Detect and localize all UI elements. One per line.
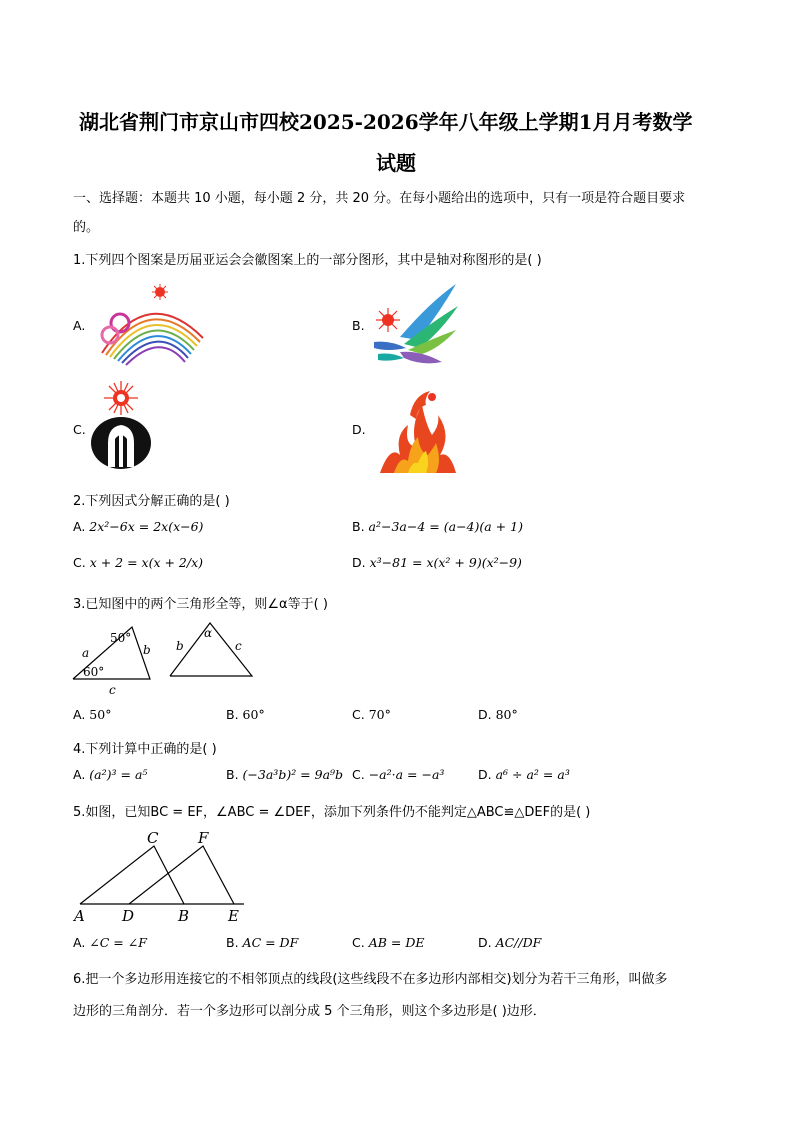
q3-label-50: 50°	[110, 631, 132, 645]
q2-option-d	[352, 555, 522, 570]
q1-option-d-label: D.	[352, 422, 366, 437]
q3-label-60: 60°	[83, 665, 105, 679]
q2-option-b-label: B.	[352, 519, 365, 534]
q3-label-b1: b	[143, 643, 151, 657]
q2-option-b-text: a²−3a−4 = (a−4)(a + 1)	[368, 519, 523, 534]
q3-option-a	[73, 707, 111, 722]
section-header: 一、选择题：本题共 10 小题，每小题 2 分，共 20 分。在每小题给出的选项中，只有一项是符合题目要求	[73, 191, 686, 206]
q2-option-c-label: C.	[73, 555, 86, 570]
q5-point-c: C	[147, 829, 159, 847]
q1-emblem-d-image	[370, 385, 460, 473]
question-4-stem: 4.下列计算中正确的是( )	[73, 742, 217, 757]
q2-option-c-text: x + 2 = x(x + 2/x)	[89, 555, 204, 570]
q3-option-b	[226, 707, 265, 722]
page-title: 湖北省荆门市京山市四校2025-2026学年八年级上学期1月月考数学	[79, 110, 693, 134]
q5-option-b-label: B.	[226, 935, 239, 950]
q3-option-c	[352, 707, 391, 722]
q2-option-c	[73, 555, 203, 570]
q1-emblem-a-image	[88, 283, 208, 363]
q4-option-b-text: (−3a³b)² = 9a⁹b	[242, 767, 344, 782]
q2-option-a-label: A.	[73, 519, 86, 534]
q3-option-c-text: 70°	[368, 707, 391, 722]
q5-option-c-label: C.	[352, 935, 365, 950]
q3-label-c1: c	[109, 683, 116, 697]
q2-option-a-text: 2x²−6x = 2x(x−6)	[89, 519, 204, 534]
q5-point-a: A	[74, 907, 85, 925]
q5-triangles-figure	[70, 826, 260, 926]
q2-option-b	[352, 519, 523, 534]
q5-option-a-label: A.	[73, 935, 86, 950]
q3-label-alpha: α	[204, 626, 213, 640]
q3-option-d-text: 80°	[495, 707, 518, 722]
q5-option-a-text: ∠C = ∠F	[89, 935, 147, 950]
q4-option-b	[226, 767, 343, 782]
q1-option-c-label: C.	[73, 422, 86, 437]
q4-option-b-label: B.	[226, 767, 239, 782]
q3-option-b-label: B.	[226, 707, 239, 722]
q4-option-a-label: A.	[73, 767, 86, 782]
q4-option-d	[478, 767, 570, 782]
q5-option-d-label: D.	[478, 935, 492, 950]
q5-option-c	[352, 935, 424, 950]
q3-option-a-text: 50°	[89, 707, 112, 722]
q2-option-d-text: x³−81 = x(x² + 9)(x²−9)	[369, 555, 522, 570]
q3-label-b2: b	[176, 639, 184, 653]
q4-option-c-label: C.	[352, 767, 365, 782]
question-6-stem-line2: 边形的三角剖分．若一个多边形可以剖分成 5 个三角形，则这个多边形是( )边形．	[73, 1004, 546, 1019]
q5-option-c-text: AB = DE	[368, 935, 425, 950]
q5-option-d	[478, 935, 541, 950]
q4-option-d-text: a⁶ ÷ a² = a³	[495, 767, 570, 782]
q4-option-c-text: −a²·a = −a³	[368, 767, 445, 782]
q4-option-a	[73, 767, 147, 782]
q5-option-a	[73, 935, 147, 950]
question-5-stem: 5.如图，已知BC = EF，∠ABC = ∠DEF，添加下列条件仍不能判定△ABC≌△DEF的是( )	[73, 805, 591, 820]
q5-option-b-text: AC = DF	[242, 935, 299, 950]
question-3-stem: 3.已知图中的两个三角形全等，则∠α等于( )	[73, 597, 328, 612]
q3-label-a: a	[82, 646, 90, 660]
page-title-line2: 试题	[376, 151, 416, 175]
question-2-stem: 2.下列因式分解正确的是( )	[73, 494, 230, 509]
question-1-stem: 1.下列四个图案是历届亚运会会徽图案上的一部分图形，其中是轴对称图形的是( )	[73, 253, 542, 268]
q2-option-d-label: D.	[352, 555, 366, 570]
q1-option-a-label: A.	[73, 318, 86, 333]
q5-point-b: B	[178, 907, 190, 925]
q2-option-a	[73, 519, 203, 534]
q3-option-d	[478, 707, 518, 722]
q3-option-d-label: D.	[478, 707, 492, 722]
q4-option-c	[352, 767, 444, 782]
q5-option-b	[226, 935, 298, 950]
q1-option-b-label: B.	[352, 318, 365, 333]
q5-option-d-text: AC//DF	[495, 935, 542, 950]
q4-option-a-text: (a²)³ = a⁵	[89, 767, 148, 782]
q3-label-c2: c	[235, 639, 242, 653]
q5-point-d: D	[122, 907, 135, 925]
q3-option-b-text: 60°	[242, 707, 265, 722]
q5-point-e: E	[228, 907, 239, 925]
question-6-stem: 6.把一个多边形用连接它的不相邻顶点的线段(这些线段不在多边形内部相交)划分为若干三角形，叫做多	[73, 972, 668, 987]
q3-option-a-label: A.	[73, 707, 86, 722]
q5-point-f: F	[198, 829, 209, 847]
q3-option-c-label: C.	[352, 707, 365, 722]
q3-triangles-figure	[70, 620, 260, 698]
q1-emblem-b-image	[370, 282, 462, 367]
q1-emblem-c-image	[88, 379, 154, 474]
q4-option-d-label: D.	[478, 767, 492, 782]
section-header-line2: 的。	[73, 220, 100, 235]
